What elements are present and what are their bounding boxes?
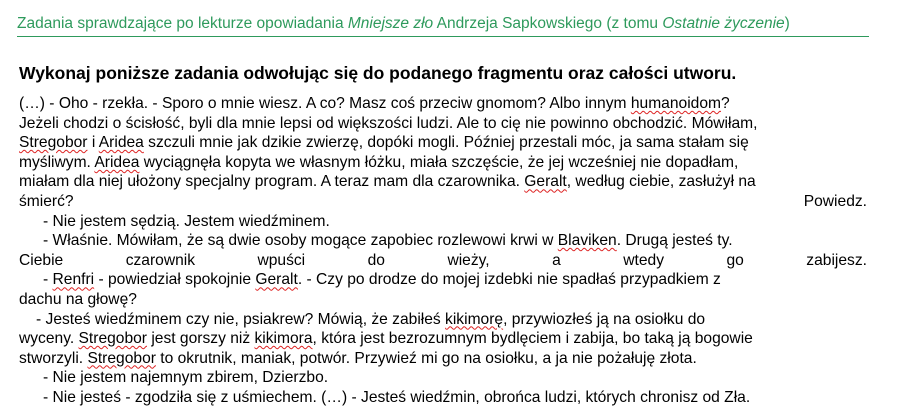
document-header — [17, 15, 869, 33]
text-line: - Renfri - powiedział spokojnie Geralt. - Czy po drodze do mojej izdebki nie spadłaś przypadkiem z — [43, 271, 721, 289]
text-line: (…) - Oho - rzekła. - Sporo o mnie wiesz. A co? Masz coś przeciw gnomom? Albo innym humanoidom? — [19, 95, 730, 112]
spellcheck-word: Aridea — [98, 134, 144, 152]
spellcheck-word: Renfri — [52, 271, 95, 289]
text-line: - Nie jestem najemnym zbirem, Dzierzbo. — [43, 369, 329, 387]
header-work-title: Mniejsze zło — [347, 15, 434, 32]
spellcheck-word: Geralt — [524, 173, 567, 191]
header-rule — [17, 36, 869, 37]
text-line: - Nie jestem sędzią. Jestem wiedźminem. — [43, 212, 330, 230]
text-line: stworzyli. Stregobor to okrutnik, maniak, potwór. Przywieź mi go na osiołku, a ja nie pożałuję złota. — [19, 349, 697, 367]
spellcheck-word: humanoidom — [630, 95, 721, 112]
task-heading: Wykonaj poniższe zadania odwołując się do podanego fragmentu oraz całości utworu. — [19, 63, 737, 83]
spellcheck-word: kikimora — [254, 330, 313, 348]
spellcheck-word: Stregobor — [87, 349, 156, 367]
text-line: - Nie jesteś - zgodziła się z uśmiechem. (…) - Jesteś wiedźmin, obrońca ludzi, których chronisz od Zła. — [43, 388, 751, 406]
header-prefix: Zadania sprawdzające po lekturze opowiadania — [17, 15, 348, 32]
spellcheck-word: Stregobor — [19, 134, 88, 152]
text-line: myśliwym. Aridea wyciągnęła kopyta we własnym łóżku, miała szczęście, że jej wcześniej nie dopadłam, — [19, 153, 739, 171]
text-line: miałam dla niej ułożony specjalny program. A teraz mam dla czarownika. Geralt, według ciebie, zasłużył na — [19, 173, 756, 191]
text-line: - Jesteś wiedźminem czy nie, psiakrew? Mówią, że zabiłeś kikimorę, przywiozłeś ją na osiołku do — [36, 310, 706, 328]
text-line: Ciebie czarownik wpuści do wieży, a wtedy go zabijesz. — [19, 251, 867, 269]
text-line: Stregobor i Aridea szczuli mnie jak dzikie zwierzę, dopóki mogli. Później przestali móc, ja sama stałam się — [19, 134, 749, 152]
text-line: - Właśnie. Mówiłam, że są dwie osoby mogące zapobiec rozlewowi krwi w Blaviken. Drugą jesteś ty. — [43, 232, 733, 250]
spellcheck-word: Blaviken — [557, 232, 617, 250]
text-line: Jeżeli chodzi o ścisłość, byli dla mnie lepsi od większości ludzi. Ale to cię nie powinno obchodzić. Mówiłam, — [19, 114, 758, 132]
text-line: dachu na głowę? — [19, 290, 137, 308]
text-line: wyceny. Stregobor jest gorszy niż kikimora, która jest bezrozumnym bydlęciem i zabija, bo taką ją bogowie — [19, 330, 753, 348]
spellcheck-word: Aridea — [94, 153, 140, 171]
spellcheck-word: Geralt — [255, 271, 298, 289]
spellcheck-word: kikimorę — [445, 310, 504, 328]
header-author: Andrzeja Sapkowskiego (z tomu — [433, 15, 663, 32]
text-line: śmierć? Powiedz. — [19, 192, 867, 210]
header-suffix: ) — [784, 15, 790, 32]
text-fragment — [19, 94, 867, 408]
spellcheck-word: Stregobor — [78, 330, 147, 348]
header-collection: Ostatnie życzenie — [662, 15, 785, 32]
